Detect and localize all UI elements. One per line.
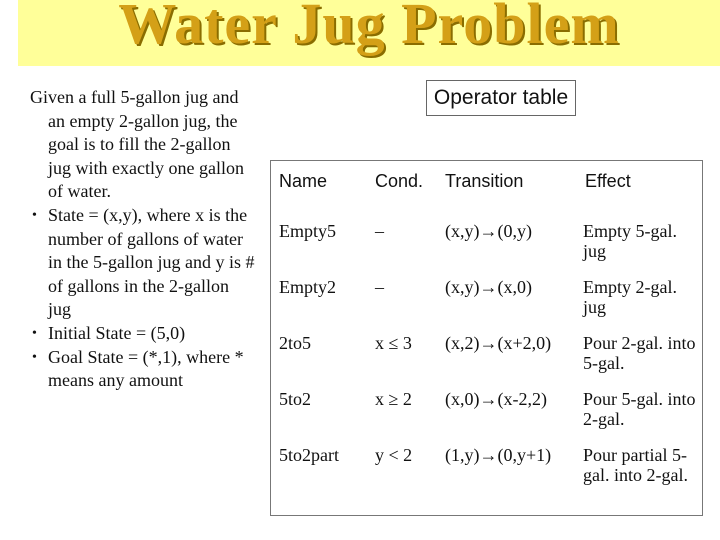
cell-effect: Empty 2-gal. jug — [583, 277, 677, 317]
header-cell-cond: Cond. — [375, 171, 424, 191]
header-cell-effect: Effect — [585, 171, 631, 191]
cell-transition: (1,y)→(0,y+1) — [445, 445, 552, 465]
table-row — [271, 273, 704, 329]
cell-effect: Empty 5-gal. jug — [583, 221, 677, 261]
bullet-text: Goal State = (*,1), where * means any amount — [48, 346, 244, 391]
cell-name: 2to5 — [279, 333, 312, 353]
bullet-item-initial-state — [30, 322, 255, 346]
cell-name: 5to2 — [279, 389, 312, 409]
header-cell-name: Name — [279, 171, 328, 191]
operator-table — [271, 161, 704, 525]
cell-transition: (x,0)→(x-2,2) — [445, 389, 547, 409]
cell-name: Empty5 — [279, 221, 336, 241]
cell-name: 5to2part — [279, 445, 339, 465]
table-row — [271, 217, 704, 273]
cell-effect: Pour partial 5-gal. into 2-gal. — [583, 445, 688, 485]
bullet-icon: • — [32, 325, 37, 341]
bullet-list — [30, 204, 255, 393]
table-header-row — [271, 161, 704, 217]
bullet-text: State = (x,y), where x is the number of gallons of water in the 5-gallon jug and y is # of gallons in the 2-gallon jug — [48, 204, 255, 320]
intro-paragraph: Given a full 5-gallon jug and an empty 2-gallon jug, the goal is to fill the 2-gallon jug with exactly one gallon of water. — [30, 87, 244, 202]
slide-title: Water Jug Problem — [118, 0, 620, 56]
cell-cond: x ≤ 3 — [375, 333, 412, 353]
cell-transition: (x,2)→(x+2,0) — [445, 333, 552, 353]
operator-table-frame — [270, 160, 703, 516]
intro-text-block — [30, 86, 255, 393]
bullet-text: Initial State = (5,0) — [48, 322, 186, 343]
cell-effect: Pour 5-gal. into 2-gal. — [583, 389, 696, 429]
bullet-item-goal-state — [30, 346, 255, 393]
cell-cond: x ≥ 2 — [375, 389, 412, 409]
operator-table-caption: Operator table — [426, 80, 576, 116]
cell-transition: (x,y)→(0,y) — [445, 221, 532, 241]
bullet-icon: • — [32, 207, 37, 223]
cell-effect: Pour 2-gal. into 5-gal. — [583, 333, 696, 373]
table-row — [271, 329, 704, 385]
cell-cond: – — [375, 277, 384, 297]
header-cell-transition: Transition — [445, 171, 524, 191]
bullet-icon: • — [32, 349, 37, 365]
bullet-item-state — [30, 204, 255, 322]
cell-cond: y < 2 — [375, 445, 413, 465]
cell-cond: – — [375, 221, 384, 241]
cell-name: Empty2 — [279, 277, 336, 297]
table-row — [271, 385, 704, 441]
cell-transition: (x,y)→(x,0) — [445, 277, 532, 297]
table-row — [271, 441, 704, 525]
